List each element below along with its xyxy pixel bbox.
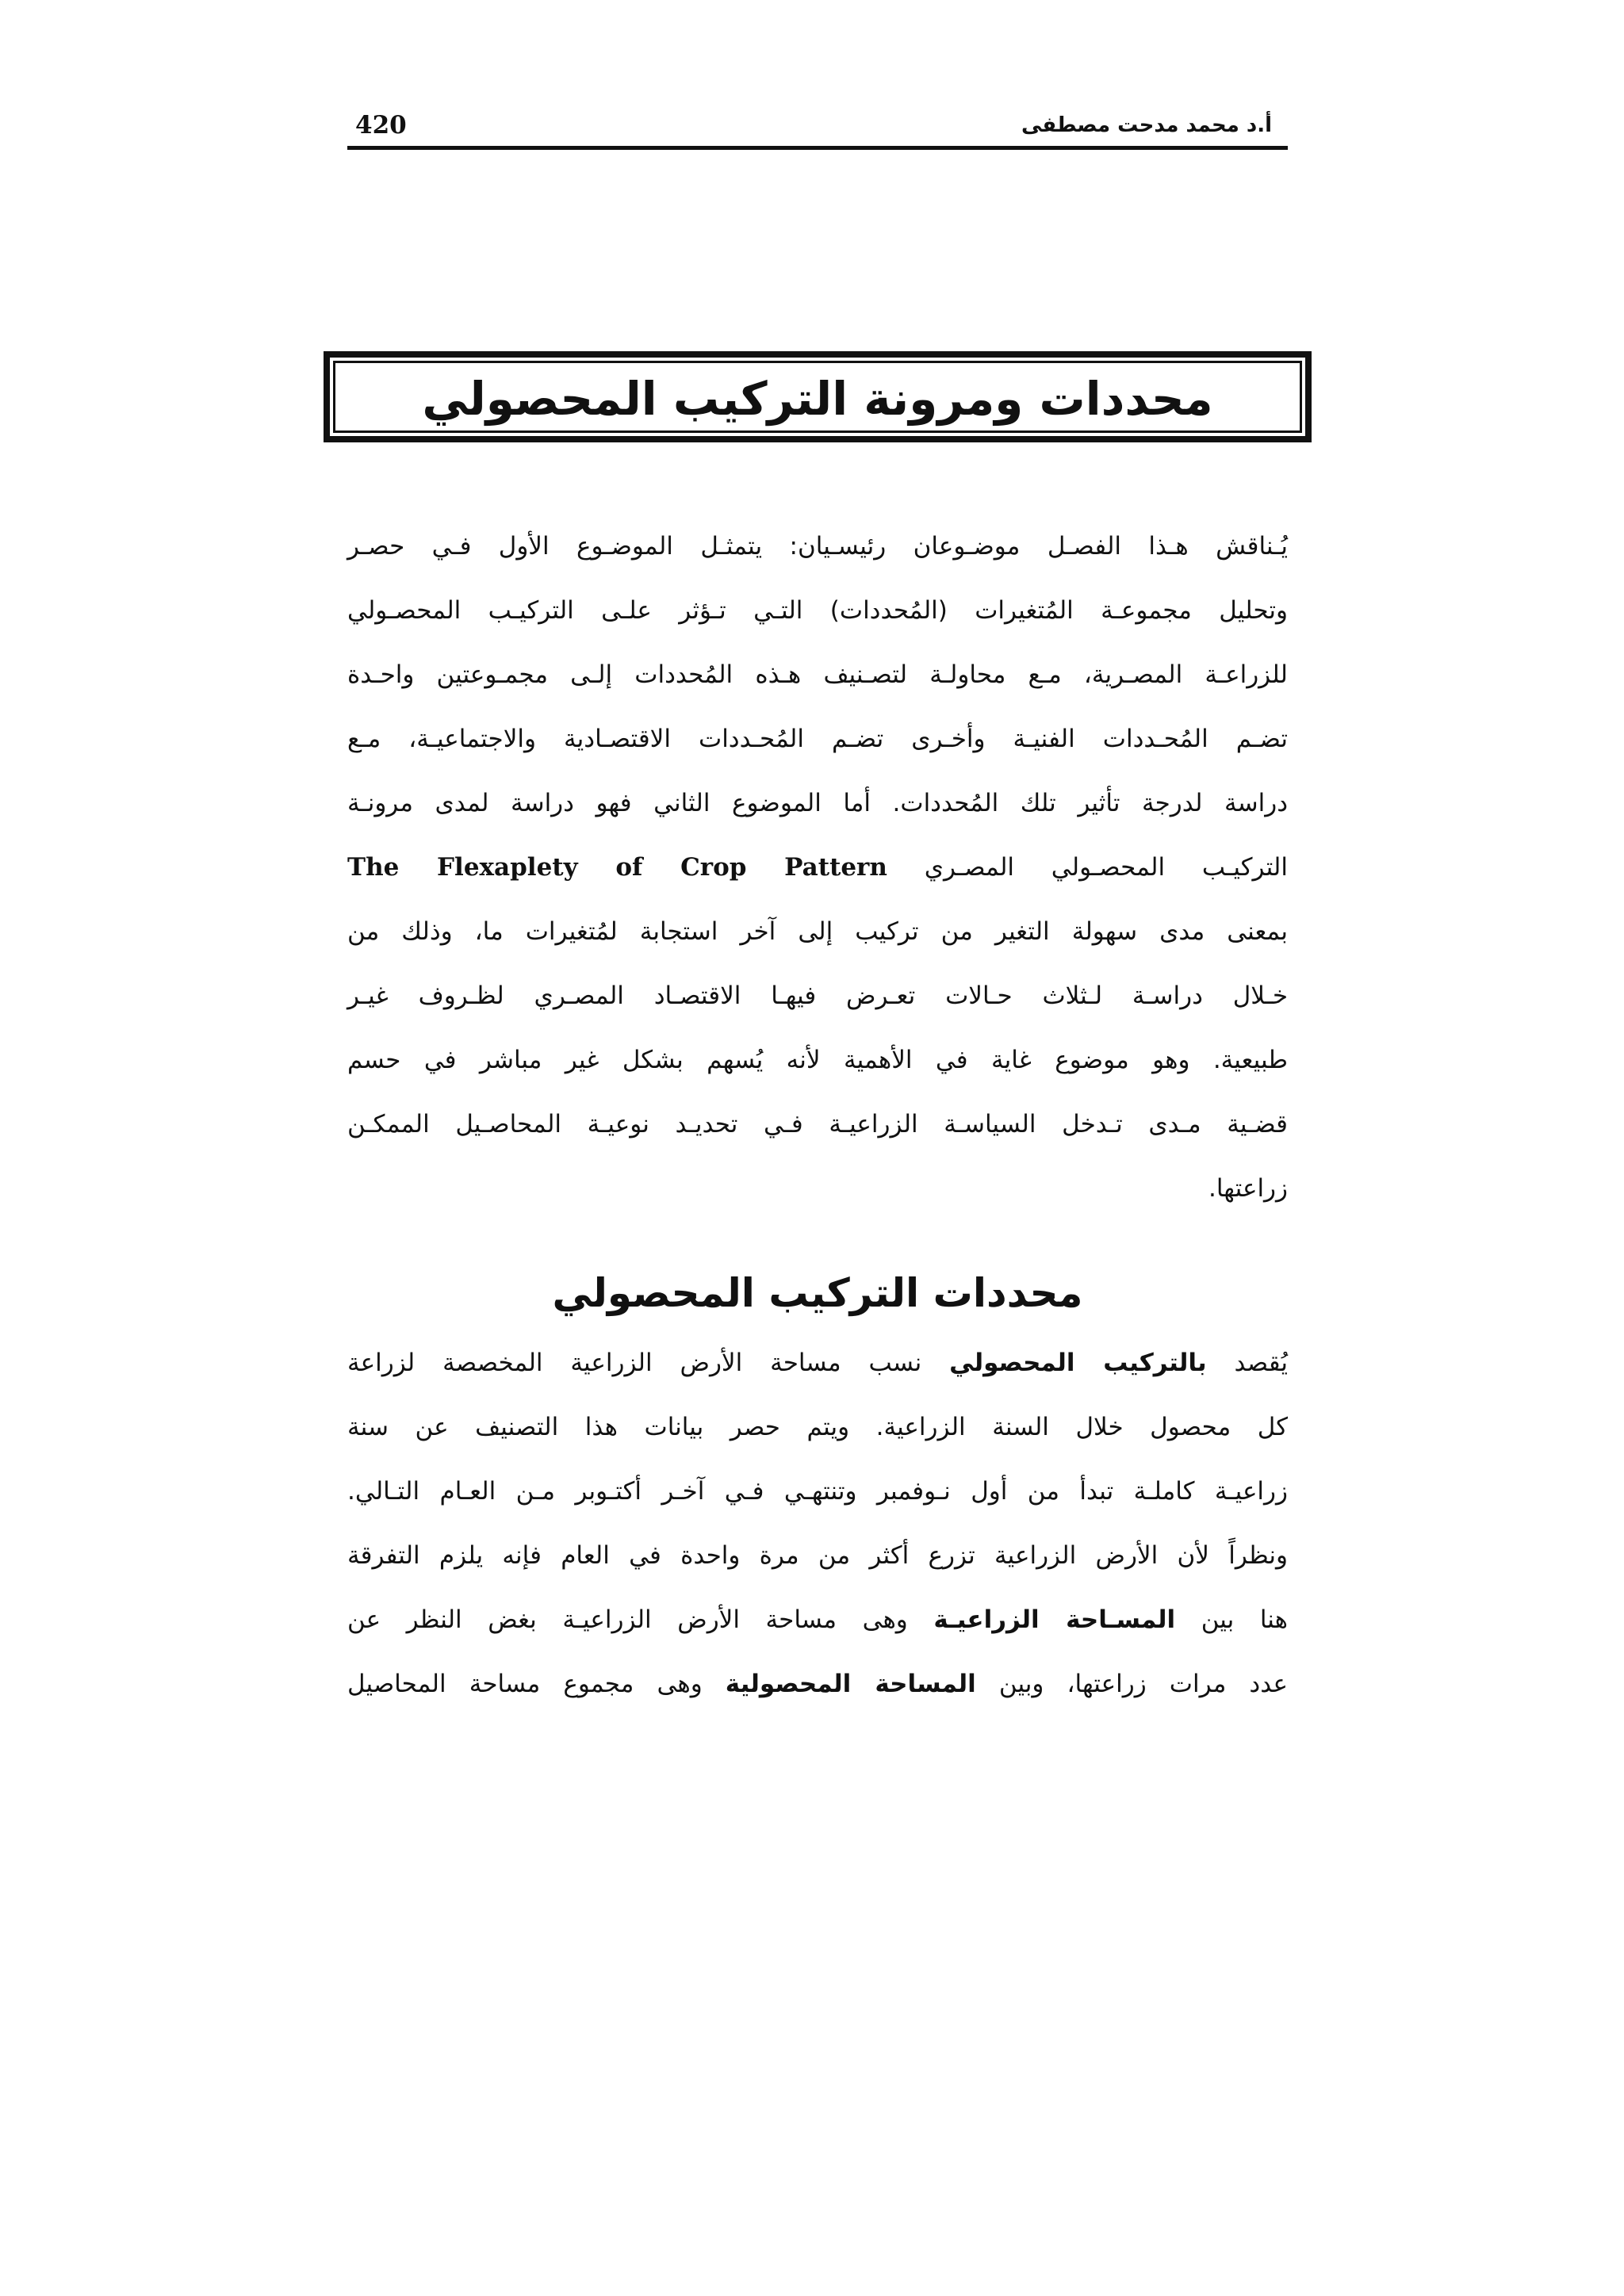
paragraph-line: دراسة لدرجة تأثير تلك المُحددات. أما الموضوع الثاني فهو دراسة لمدى مرونـة <box>347 789 1288 817</box>
paragraph-line: بمعنى مدى سهولة التغير من تركيب إلى آخر استجابة لمُتغيرات ما، وذلك من <box>347 917 1288 946</box>
paragraph-line <box>347 1331 1288 1395</box>
running-header <box>347 101 1288 149</box>
paragraph-line: ونظراً لأن الأرض الزراعية تزرع أكثر من مرة واحدة في العام فإنه يلزم التفرقة <box>347 1541 1288 1570</box>
paragraph-line: تضـم المُحـددات الفنيـة وأخـرى تضـم المُحـددات الاقتصـادية والاجتماعيـة، مـع <box>347 725 1288 753</box>
definition-paragraph <box>347 1331 1288 1716</box>
paragraph-line: قضـية مـدى تـدخل السياسـة الزراعيـة فـي تحديـد نوعيـة المحاصـيل الممكـن <box>347 1110 1288 1138</box>
chapter-title-frame-inner <box>333 361 1302 433</box>
bold-term: بالتركيب المحصولي <box>949 1349 1207 1377</box>
header-rule <box>347 146 1288 150</box>
paragraph-line: للزراعـة المصـرية، مـع محاولـة لتصـنيف هـذه المُحددات إلـى مجمـوعتين واحـدة <box>347 660 1288 689</box>
paragraph-line <box>347 1652 1288 1716</box>
paragraph-line: خـلال دراسـة لـثلاث حـالات تعـرض فيهـا الاقتصـاد المصـري لظـروف غيـر <box>347 982 1288 1010</box>
text-run: نسب مساحة الأرض الزراعية المخصصة لزراعة <box>347 1349 950 1377</box>
author-name: أ.د محمد مدحت مصطفى <box>1021 113 1272 137</box>
text-run: وهى مجموع مساحة المحاصيل <box>347 1670 726 1698</box>
chapter-title: محددات ومرونة التركيب المحصولي <box>422 371 1213 426</box>
arabic-phrase: التركيـب المحصـولي المصـري <box>924 853 1288 882</box>
chapter-title-frame <box>324 351 1312 442</box>
paragraph-line: زراعتها. <box>1208 1174 1288 1203</box>
section-heading: محددات التركيب المحصولي <box>552 1270 1083 1316</box>
paragraph-line: كل محصول خلال السنة الزراعية. ويتم حصر بيانات هذا التصنيف عن سنة <box>347 1413 1288 1441</box>
page-number: 420 <box>355 111 407 140</box>
paragraph-line-mixed <box>347 836 1288 900</box>
text-run: وهى مساحة الأرض الزراعيـة بغض النظر عن <box>347 1605 934 1634</box>
paragraph-line: زراعيـة كاملـة تبدأ من أول نـوفمبر وتنتهـي فـي آخـر أكتـوبر مـن العـام التـالي. <box>347 1477 1288 1506</box>
paragraph-line: يُـناقش هـذا الفصـل موضـوعان رئيسـيان: يتمثـل الموضـوع الأول فـي حصـر <box>347 532 1288 561</box>
intro-paragraph <box>347 515 1288 1221</box>
text-run: هنا بين <box>1175 1605 1288 1634</box>
paragraph-line <box>347 1588 1288 1652</box>
text-run: يُقصد <box>1206 1349 1289 1377</box>
bold-term: المساحة المحصولية <box>725 1670 976 1698</box>
text-run: عدد مرات زراعتها، وبين <box>975 1670 1288 1698</box>
paragraph-line: وتحليل مجموعـة المُتغيرات (المُحددات) التـي تـؤثر علـى التركيـب المحصـولي <box>347 596 1288 625</box>
bold-term: المسـاحة الزراعيـة <box>933 1605 1176 1634</box>
english-term: The Flexaplety of Crop Pattern <box>347 853 887 882</box>
paragraph-line: طبيعية. وهو موضوع غاية في الأهمية لأنه يُسهم بشكل غير مباشر في حسم <box>347 1046 1288 1074</box>
